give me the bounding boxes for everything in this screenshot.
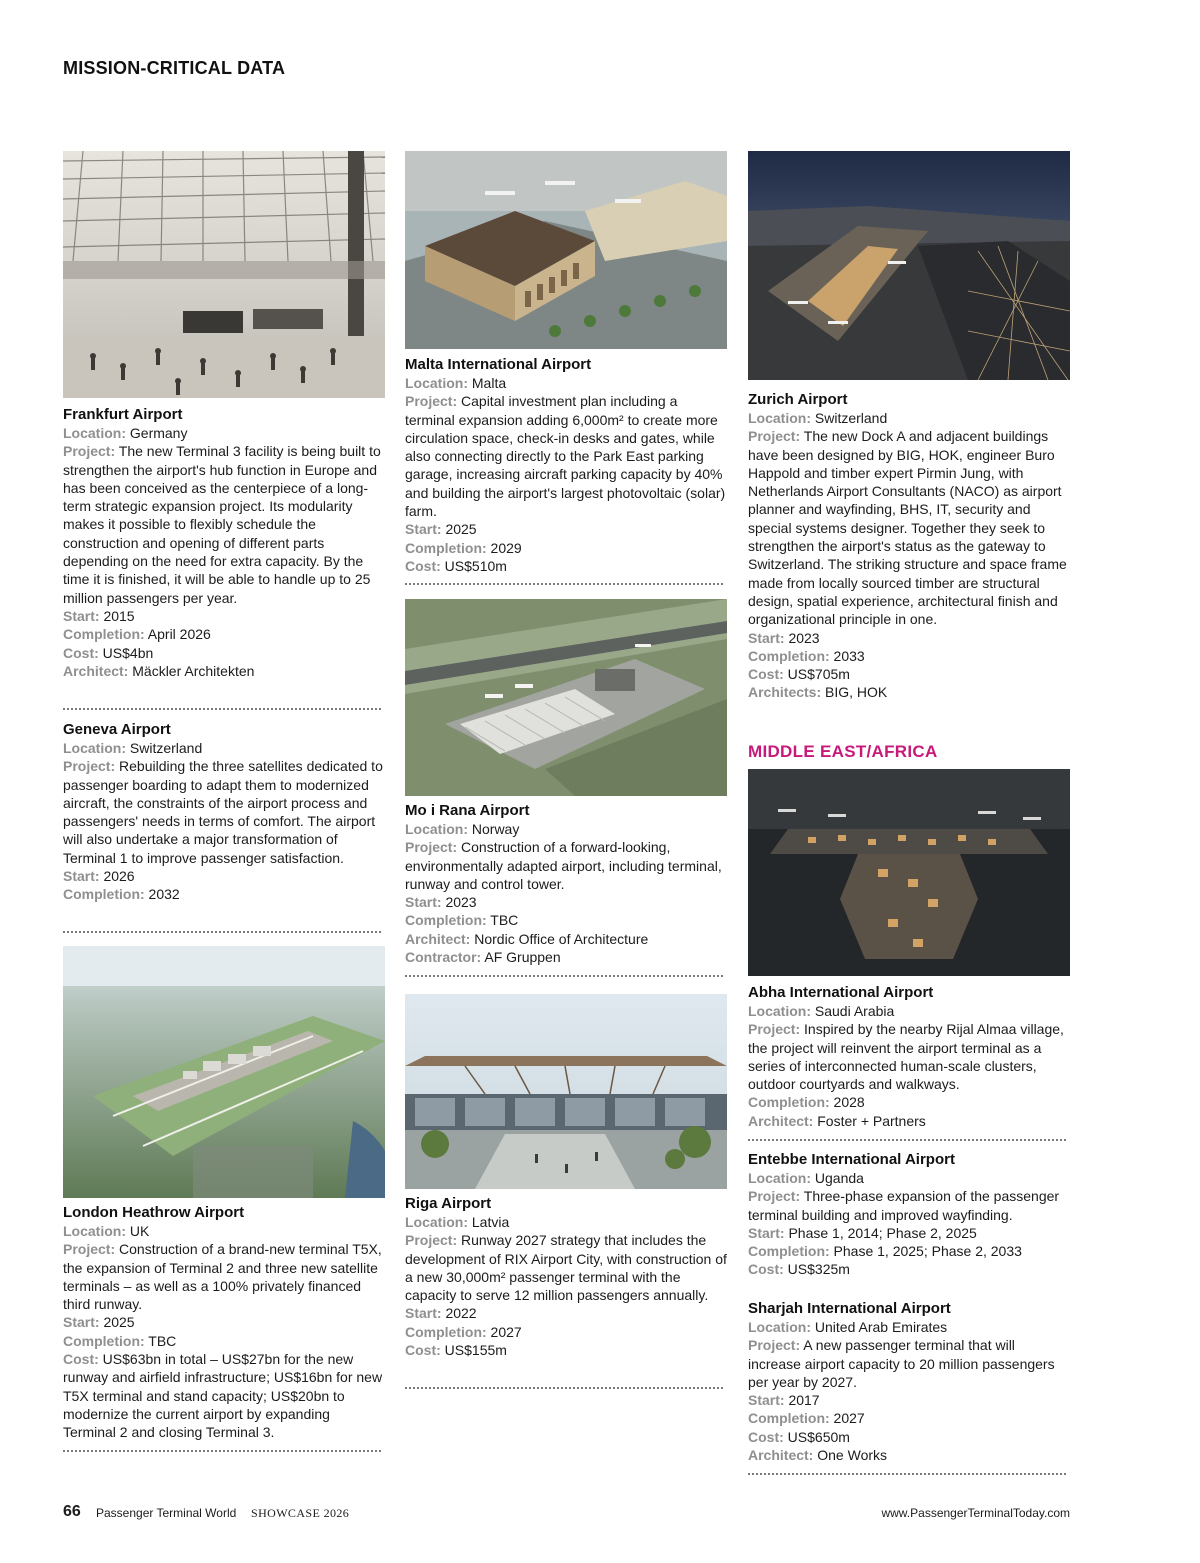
divider [405,583,723,585]
cost-label: Cost: [63,1351,99,1368]
location-label: Location: [405,821,468,837]
completion-label: Completion: [405,539,487,556]
moirana-photo [405,599,727,796]
airport-name: Abha International Airport [748,984,934,1001]
abha-photo [748,769,1070,976]
project-value: Capital investment plan including a terminal expansion adding 6,000m² to create more circulation space, check-in desks and gates, while also connecting directly to the Park East parking garage, increasing aircraft parking capacity by 40% and building the airport's largest photovoltaic (solar) farm. [405,393,726,520]
completion-label: Completion: [748,1243,830,1260]
divider [63,931,381,933]
architect-label: Architect: [63,662,129,679]
contractor-label: Contractor: [405,949,482,966]
completion-value: 2028 [833,1094,865,1111]
completion-value: TBC [490,912,519,929]
architect-label: Architect: [748,1447,814,1464]
start-value: 2017 [788,1392,820,1409]
location-label: Location: [63,1223,126,1239]
architect-value: Mäckler Architekten [132,662,255,679]
start-label: Start: [748,1392,785,1409]
airport-name: Frankfurt Airport [63,406,183,423]
start-value: 2023 [445,894,477,911]
location-value: Malta [471,375,507,391]
project-label: Project: [748,428,801,445]
completion-label: Completion: [748,1094,830,1111]
start-label: Start: [405,894,442,911]
airport-name: Zurich Airport [748,391,848,408]
sharjah-entry [748,1299,1070,1464]
cost-label: Cost: [405,557,441,574]
architects-value: BIG, HOK [825,684,888,701]
project-value: Construction of a brand-new terminal T5X, the expansion of Terminal 2 and three new satellite terminals – as well as a 100% privately financed third runway. [63,1241,382,1313]
location-label: Location: [748,1003,811,1019]
cost-label: Cost: [748,1428,784,1445]
divider [63,1450,381,1452]
project-label: Project: [63,443,116,460]
start-label: Start: [63,607,100,624]
page-title: MISSION-CRITICAL DATA [63,58,286,78]
contractor-value: AF Gruppen [484,949,561,966]
project-value: Runway 2027 strategy that includes the development of RIX Airport City, with construction of a new 30,000m² passenger terminal with the capacity to serve 12 million passengers annually. [405,1232,727,1304]
start-value: 2015 [103,607,135,624]
location-label: Location: [748,1170,811,1186]
cost-value: US$4bn [102,644,154,661]
completion-value: 2032 [148,886,180,903]
geneva-entry [63,720,385,904]
project-value: The new Terminal 3 facility is being built to strengthen the airport's hub function in Europe and has been conceived as the centerpiece of a long-term strategic expansion project. Its modularity makes it possible to flexibly schedule the construction and opening of different parts depending on the need for extra capacity. By the time it is finished, it will be able to handle up to 25 million passengers per year. [63,443,381,606]
airport-name: Malta International Airport [405,356,592,373]
project-label: Project: [405,839,458,856]
frankfurt-entry [63,405,385,680]
architects-label: Architects: [748,684,822,701]
completion-value: TBC [148,1332,177,1349]
completion-value: 2027 [833,1410,865,1427]
completion-label: Completion: [405,912,487,929]
cost-label: Cost: [748,666,784,683]
location-value: Uganda [814,1170,864,1186]
cost-value: US$63bn in total – US$27bn for the new runway and airfield infrastructure; US$16bn for new T5X terminal and stand capacity; US$20bn to modernize the current airport by expanding Terminal 2 and closing Terminal 3. [63,1351,383,1441]
project-label: Project: [405,1232,458,1249]
completion-label: Completion: [748,647,830,664]
heathrow-photo [63,946,385,1198]
airport-name: Entebbe International Airport [748,1151,955,1168]
project-value: Construction of a forward-looking, environmentally adapted airport, including terminal, runway and control tower. [405,839,722,892]
cost-label: Cost: [405,1342,441,1359]
completion-label: Completion: [63,626,145,643]
location-label: Location: [63,740,126,756]
issue-name: SHOWCASE 2026 [251,1506,350,1520]
airport-name: Mo i Rana Airport [405,802,530,819]
magazine-name: Passenger Terminal World [96,1506,237,1520]
zurich-entry [748,390,1070,702]
abha-entry [748,983,1070,1130]
moirana-entry [405,801,727,966]
divider [748,1139,1066,1141]
malta-photo [405,151,727,349]
malta-entry [405,355,727,575]
start-value: Phase 1, 2014; Phase 2, 2025 [788,1224,977,1241]
divider [405,1387,723,1389]
cost-label: Cost: [748,1261,784,1278]
completion-value: 2027 [490,1323,522,1340]
cost-value: US$510m [444,557,507,574]
location-label: Location: [748,1319,811,1335]
region-heading: MIDDLE EAST/AFRICA [748,742,938,761]
cost-value: US$705m [787,666,850,683]
project-label: Project: [405,393,458,410]
completion-label: Completion: [63,1332,145,1349]
location-value: Germany [129,425,188,441]
location-value: Saudi Arabia [814,1003,895,1019]
cost-value: US$650m [787,1428,850,1445]
location-label: Location: [63,425,126,441]
cost-value: US$155m [444,1342,507,1359]
location-value: UK [129,1223,150,1239]
architect-label: Architect: [405,930,471,947]
location-label: Location: [405,1214,468,1230]
divider [405,975,723,977]
start-value: 2023 [788,629,820,646]
location-value: United Arab Emirates [814,1319,948,1335]
project-value: Inspired by the nearby Rijal Almaa village, the project will reinvent the airport terminal as a series of interconnected human-scale clusters, outdoor courtyards and walkways. [748,1021,1064,1093]
start-label: Start: [63,868,100,885]
project-value: The new Dock A and adjacent buildings have been designed by BIG, HOK, engineer Buro Happold and timber expert Pirmin Jung, with Netherlands Airport Consultants (NACO) as airport planner and wayfinding, BHS, IT, security and special systems designer. Together they seek to strengthen the airport's status as the gateway to Switzerland. The striking structure and space frame made from locally sourced timber are structural design, spatial experience, architectural finish and organizational principle in one. [748,428,1067,628]
project-label: Project: [63,1241,116,1258]
project-label: Project: [748,1021,801,1038]
project-value: Rebuilding the three satellites dedicated to passenger boarding to adapt them to modernized aircraft, the constraints of the airport process and passengers' needs in terms of comfort. The airport will also undertake a major transformation of Terminal 1 to improve passenger satisfaction. [63,758,383,866]
architect-value: Nordic Office of Architecture [474,930,649,947]
riga-entry [405,1194,727,1359]
start-value: 2025 [103,1314,135,1331]
cost-value: US$325m [787,1261,850,1278]
project-label: Project: [748,1188,801,1205]
location-label: Location: [748,410,811,426]
completion-value: 2029 [490,539,522,556]
start-label: Start: [405,521,442,538]
project-value: Three-phase expansion of the passenger terminal building and improved wayfinding. [748,1188,1060,1223]
airport-name: Riga Airport [405,1195,492,1212]
zurich-photo [748,151,1070,380]
project-label: Project: [748,1337,801,1354]
project-value: A new passenger terminal that will increase airport capacity to 20 million passengers per year by 2027. [748,1337,1055,1390]
project-label: Project: [63,758,116,775]
airport-name: Geneva Airport [63,721,171,738]
completion-value: April 2026 [147,626,211,643]
riga-photo [405,994,727,1189]
page-footer [63,1503,1070,1524]
divider [748,1473,1066,1475]
start-value: 2022 [445,1305,477,1322]
completion-value: Phase 1, 2025; Phase 2, 2033 [833,1243,1022,1260]
page-number: 66 [63,1503,81,1520]
start-label: Start: [748,1224,785,1241]
frankfurt-photo [63,151,385,398]
start-label: Start: [748,629,785,646]
completion-label: Completion: [748,1410,830,1427]
completion-label: Completion: [405,1323,487,1340]
completion-label: Completion: [63,886,145,903]
start-value: 2026 [103,868,135,885]
location-value: Switzerland [129,740,203,756]
airport-name: London Heathrow Airport [63,1204,245,1221]
website-link[interactable]: www.PassengerTerminalToday.com [881,1506,1070,1520]
heathrow-entry [63,1203,385,1442]
architect-label: Architect: [748,1112,814,1129]
airport-name: Sharjah International Airport [748,1300,951,1317]
cost-label: Cost: [63,644,99,661]
start-label: Start: [63,1314,100,1331]
location-label: Location: [405,375,468,391]
divider [63,708,381,710]
architect-value: Foster + Partners [817,1112,926,1129]
entebbe-entry [748,1150,1070,1279]
location-value: Latvia [471,1214,510,1230]
location-value: Norway [471,821,520,837]
location-value: Switzerland [814,410,888,426]
start-value: 2025 [445,521,477,538]
start-label: Start: [405,1305,442,1322]
architect-value: One Works [817,1447,888,1464]
completion-value: 2033 [833,647,865,664]
